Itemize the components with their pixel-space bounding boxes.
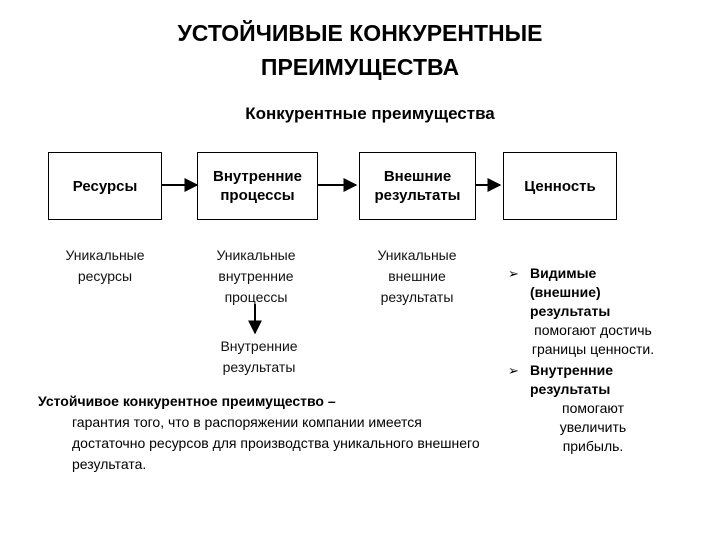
- value-box: [503, 152, 617, 220]
- unique-processes-text: Уникальные внутренние процессы: [216, 247, 296, 305]
- resources-box: [48, 152, 162, 220]
- bullet-heading: Видимые (внешние) результаты: [530, 265, 611, 319]
- external-results-box: [359, 152, 476, 220]
- bullet-visible-results: [508, 264, 656, 359]
- definition-term: Устойчивое конкурентное преимущество –: [38, 393, 336, 409]
- unique-external-results-text: Уникальные внешние результаты: [377, 247, 457, 305]
- bullet-text: помогают увеличить прибыль.: [559, 400, 627, 454]
- external-results-label: Внешние результаты: [374, 168, 461, 204]
- bullet-heading: Внутренние результаты: [530, 362, 614, 397]
- unique-resources-text: Уникальные ресурсы: [65, 247, 145, 284]
- arrow-bullet-icon: ➢: [508, 363, 519, 378]
- bullet-internal-results: [508, 361, 656, 456]
- definition-block: [38, 391, 488, 475]
- internal-results-text: Внутренние результаты: [220, 338, 298, 375]
- title-line-1: УСТОЙЧИВЫЕ КОНКУРЕНТНЫЕ: [177, 20, 543, 46]
- resources-label: Ресурсы: [72, 177, 138, 195]
- title-line-2: ПРЕИМУЩЕСТВА: [260, 54, 460, 80]
- value-label: Ценность: [524, 177, 596, 195]
- definition-text: гарантия того, что в распоряжении компании имеется достаточно ресурсов для производства уникального внешнего результата.: [72, 414, 480, 472]
- arrow-bullet-icon: ➢: [508, 266, 519, 281]
- internal-processes-box: [197, 152, 318, 220]
- internal-processes-label: Внутренние процессы: [213, 168, 302, 204]
- bullet-text: помогают достичь границы ценности.: [531, 322, 655, 357]
- diagram-subtitle: Конкурентные преимущества: [245, 104, 495, 123]
- value-bullet-list: [508, 264, 656, 458]
